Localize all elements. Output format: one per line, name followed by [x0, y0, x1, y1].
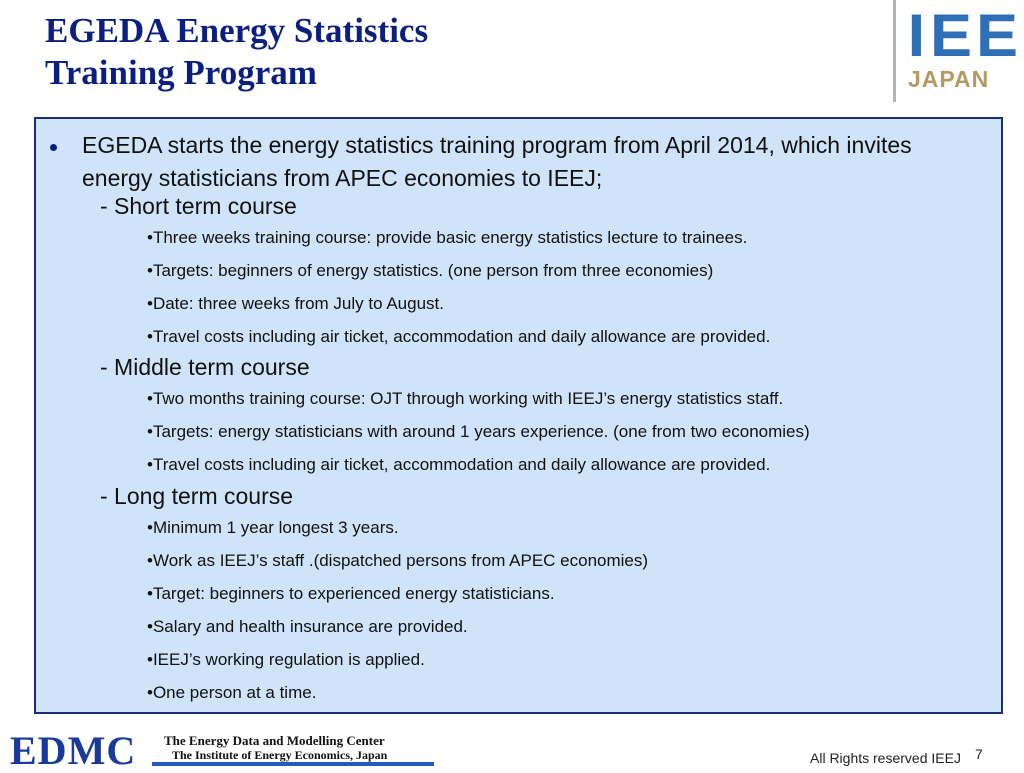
main-bullet	[50, 129, 950, 195]
list-item: •Date: three weeks from July to August.	[147, 294, 444, 313]
copyright-text: All Rights reserved IEEJ	[810, 750, 961, 766]
list-item: •Minimum 1 year longest 3 years.	[147, 518, 399, 537]
course-title: - Middle term course	[100, 354, 310, 380]
course-long	[94, 481, 648, 709]
logo-letter: I	[907, 2, 926, 69]
edmc-logo	[10, 728, 137, 773]
list-item: •Targets: energy statisticians with around 1 years experience. (one from two economies)	[147, 422, 810, 441]
page-title	[45, 10, 428, 94]
list-item: •Salary and health insurance are provided.	[147, 617, 468, 636]
list-item: •IEEJ’s working regulation is applied.	[147, 650, 425, 669]
course-short	[94, 191, 770, 353]
intro-text: EGEDA starts the energy statistics training program from April 2014, which invites energy statisticians from APEC economies to IEEJ;	[82, 132, 912, 191]
content-box	[34, 117, 1003, 714]
list-item: •Travel costs including air ticket, accommodation and daily allowance are provided.	[147, 327, 771, 346]
list-item: •Travel costs including air ticket, accommodation and daily allowance are provided.	[147, 455, 771, 474]
page-number: 7	[975, 746, 983, 762]
course-title: - Short term course	[100, 193, 297, 219]
list-item: •Target: beginners to experienced energy statisticians.	[147, 584, 555, 603]
logo-letter: E	[929, 2, 972, 69]
list-item: •One person at a time.	[147, 683, 317, 702]
course-items	[94, 382, 810, 481]
footer-bar	[152, 762, 434, 766]
logo-letter: E	[975, 2, 1018, 69]
list-item: •Three weeks training course: provide basic energy statistics lecture to trainees.	[147, 228, 748, 247]
list-item: •Work as IEEJ’s staff .(dispatched persons from APEC economies)	[147, 551, 649, 570]
edmc-wordmark: EDMC	[10, 728, 137, 773]
course-title: - Long term course	[100, 483, 294, 509]
logo-divider	[893, 0, 896, 102]
center-name: The Energy Data and Modelling Center	[164, 733, 385, 748]
title-line-2: Training Program	[45, 53, 317, 92]
course-middle	[94, 352, 810, 481]
course-items	[94, 511, 648, 709]
institute-name: The Institute of Energy Economics, Japan	[172, 748, 388, 762]
bullet-icon	[50, 144, 57, 151]
logo-subtitle: JAPAN	[908, 66, 990, 92]
edmc-caption	[152, 733, 434, 765]
title-line-1: EGEDA Energy Statistics	[45, 11, 429, 50]
ieej-logo	[907, 2, 1018, 94]
course-items	[94, 221, 770, 353]
list-item: •Two months training course: OJT through working with IEEJ’s energy statistics staff.	[147, 389, 784, 408]
list-item: •Targets: beginners of energy statistics. (one person from three economies)	[147, 261, 714, 280]
